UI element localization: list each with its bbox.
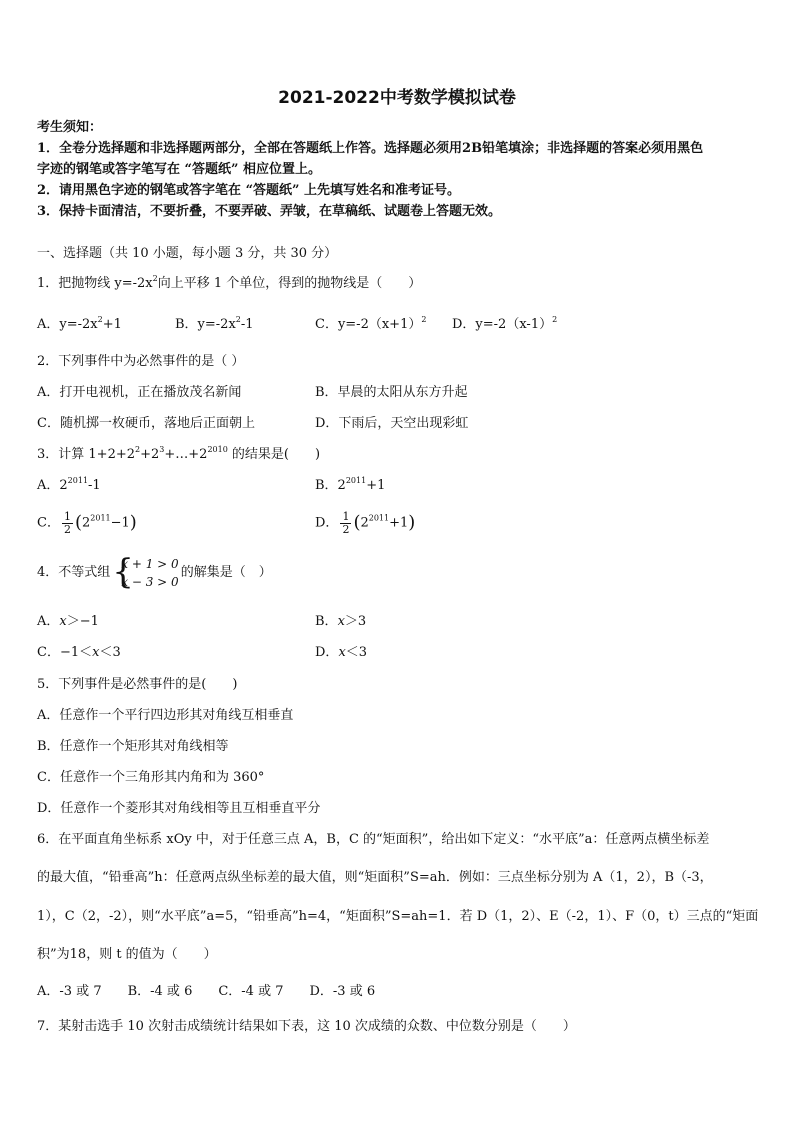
q3-option-c: C． $\frac{1}{2}$ $(2^{2011}-1)$ [37,509,137,536]
stem-text: 1．把抛物线 y=-2x [37,276,153,291]
q1-option-c: C．$y=-2(x+1)^2$ [315,315,427,332]
q5-option-c: C．任意作一个三角形其内角和为 360° [37,770,265,785]
question-7-stem: 7．某射击选手 10 次射击成绩统计结果如下表，这 10 次成绩的众数、中位数分别是（ ） [37,1019,576,1034]
notice-line: 3．保持卡面清洁，不要折叠，不要弄破、弄皱，在草稿纸、试题卷上答题无效。 [37,204,502,219]
q2-option-d: D．下雨后，天空出现彩虹 [315,416,469,431]
fraction: $\frac{1}{2}$ [342,509,350,536]
section-heading: 一、选择题（共 10 小题，每小题 3 分，共 30 分） [37,246,338,261]
q3-option-a: A．$2^{2011}-1$ [37,476,101,493]
q6-options: A．-3 或 7 B．-4 或 6 C．-4 或 7 D．-3 或 6 [37,984,376,999]
q4-option-a: A．x＞−1 [37,614,99,629]
question-6-line: 6．在平面直角坐标系 xOy 中，对于任意三点 A，B，C 的“矩面积”，给出如下定义：“水平底”a：任意两点横坐标差 [37,832,710,847]
q3-option-b: B．$2^{2011}+1$ [315,476,386,493]
question-6-line: 的最大值，“铅垂高”h：任意两点纵坐标差的最大值，则“矩面积”S=ah．例如：三点坐标分别为 A（1，2），B（-3， [37,870,713,885]
q1-option-d: D．$y=-2(x-1)^2$ [452,315,558,332]
q2-option-a: A．打开电视机，正在播放茂名新闻 [37,385,242,400]
notice-heading: 考生须知： [37,120,103,135]
q5-option-a: A．任意作一个平行四边形其对角线互相垂直 [37,708,294,723]
q2-option-c: C．随机掷一枚硬币，落地后正面朝上 [37,416,255,431]
notice-line: 2．请用黑色字迹的钢笔或答字笔在 “答题纸” 上先填写姓名和准考证号。 [37,183,461,198]
q4-option-b: B．x＞3 [315,614,367,629]
superscript: 2 [152,274,158,283]
question-2-stem: 2．下列事件中为必然事件的是（ ） [37,354,245,369]
q3-option-d: D． $\frac{1}{2}$ $(2^{2011}+1)$ [315,509,416,536]
question-6-line: 1），C（2，-2），则“水平底”a=5，“铅垂高”h=4，“矩面积”S=ah=1．若 D（1，2）、E（-2，1）、F（0，t）三点的“矩面 [37,909,759,924]
q5-option-b: B．任意作一个矩形其对角线相等 [37,739,229,754]
q4-option-c: C．−1＜x＜3 [37,645,121,660]
question-1-stem [37,274,421,294]
stem-text: 向上平移 1 个单位，得到的抛物线是（ ） [157,276,422,291]
notice-line: 1．全卷分选择题和非选择题两部分，全部在答题纸上作答。选择题必须用2B铅笔填涂；非选择题的答案必须用黑色 [37,141,704,156]
fraction: $\frac{1}{2}$ [63,509,71,536]
question-4-stem: 4．不等式组 { x + 1 > 0 x − 3 > 0 的解集是（ ） [37,551,272,592]
question-3-stem: 3．计算 $1+2+2^2+2^3+\dots+2^{2010}$ 的结果是( ) [37,445,321,462]
q2-option-b: B．早晨的太阳从东方升起 [315,385,468,400]
notice-line: 字迹的钢笔或答字笔写在 “答题纸” 相应位置上。 [37,162,322,177]
q4-option-d: D．x＜3 [315,645,368,660]
inequality-system: { x + 1 > 0 x − 3 > 0 [112,551,179,592]
question-5-stem: 5．下列事件是必然事件的是( ) [37,677,238,692]
page-title: 2021-2022中考数学模拟试卷 [278,88,516,108]
q1-option-b: B．$y=-2x^2-1$ [175,315,254,332]
question-6-line: 积”为18，则 t 的值为（ ） [37,947,217,962]
q5-option-d: D．任意作一个菱形其对角线相等且互相垂直平分 [37,801,321,816]
q1-option-a: A．$y=-2x^2+1$ [37,315,122,332]
